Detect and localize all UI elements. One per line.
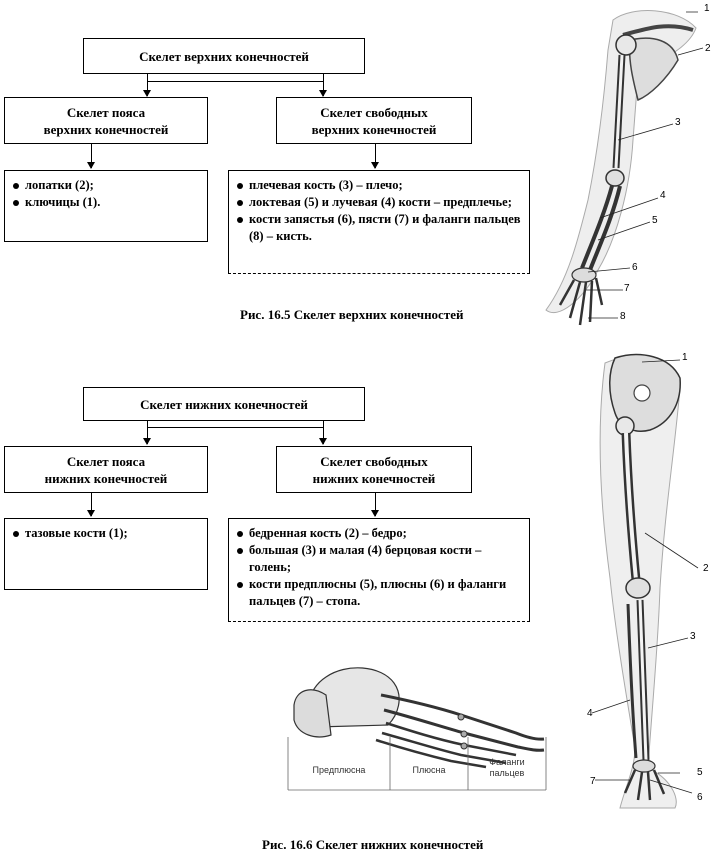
- upper-girdle-line2: верхних конечностей: [43, 121, 169, 137]
- upper-limb-skeleton-illustration: [538, 0, 725, 340]
- foot-section-metatarsus: Плюсна: [412, 765, 446, 775]
- lower-label-5: 5: [697, 767, 703, 778]
- lower-label-3: 3: [690, 631, 696, 642]
- upper-free-list: [228, 170, 530, 274]
- list-item: кости предплюсны (5), плюсны (6) и фаланги пальцев (7) – стопа.: [235, 576, 523, 610]
- lower-girdle-line1: Скелет пояса: [66, 453, 146, 469]
- lower-girdle-box: [4, 446, 208, 493]
- list-item: кости запястья (6), пясти (7) и фаланги пальцев (8) – кисть.: [235, 211, 523, 245]
- lower-limb-skeleton-illustration: [580, 348, 725, 813]
- foot-section-phalanges: Фаланги пальцев: [489, 757, 525, 778]
- foot-section-tarsus: Предплюсна: [312, 765, 366, 775]
- lower-free-line1: Скелет свободных: [320, 453, 428, 469]
- upper-girdle-box: [4, 97, 208, 144]
- upper-title-box: [83, 38, 365, 74]
- upper-label-8: 8: [620, 311, 626, 322]
- upper-label-2: 2: [705, 43, 711, 54]
- lower-free-arrow: [375, 493, 376, 516]
- lower-girdle-line2: нижних конечностей: [44, 470, 168, 486]
- upper-label-7: 7: [624, 283, 630, 294]
- upper-arrow-left: [147, 74, 148, 96]
- lower-arrow-right: [323, 421, 324, 444]
- upper-free-line2: верхних конечностей: [311, 121, 437, 137]
- lower-label-1: 1: [682, 352, 688, 363]
- lower-label-7: 7: [590, 776, 596, 787]
- upper-label-4: 4: [660, 190, 666, 201]
- lower-caption: Рис. 16.6 Скелет нижних конечностей: [262, 837, 484, 852]
- upper-girdle-arrow: [91, 144, 92, 168]
- lower-arrow-left: [147, 421, 148, 444]
- upper-girdle-list: [4, 170, 208, 242]
- upper-label-1: 1: [704, 3, 710, 14]
- lower-free-box: [276, 446, 472, 493]
- lower-girdle-list: [4, 518, 208, 590]
- lower-label-4: 4: [587, 708, 593, 719]
- lower-title: Скелет нижних конечностей: [140, 396, 308, 412]
- upper-free-arrow: [375, 144, 376, 168]
- lower-free-line2: нижних конечностей: [312, 470, 436, 486]
- list-item: ключицы (1).: [11, 194, 201, 211]
- upper-free-box: [276, 97, 472, 144]
- lower-connector-h: [147, 427, 323, 428]
- upper-arrow-right: [323, 74, 324, 96]
- list-item: бедренная кость (2) – бедро;: [235, 525, 523, 542]
- list-item: плечевая кость (3) – плечо;: [235, 177, 523, 194]
- upper-label-3: 3: [675, 117, 681, 128]
- lower-girdle-arrow: [91, 493, 92, 516]
- list-item: лопатки (2);: [11, 177, 201, 194]
- list-item: тазовые кости (1);: [11, 525, 201, 542]
- list-item: локтевая (5) и лучевая (4) кости – предплечье;: [235, 194, 523, 211]
- upper-free-line1: Скелет свободных: [320, 104, 428, 120]
- list-item: большая (3) и малая (4) берцовая кости – голень;: [235, 542, 523, 576]
- foot-skeleton-illustration: [286, 655, 548, 795]
- lower-label-2: 2: [703, 563, 709, 574]
- upper-title: Скелет верхних конечностей: [139, 48, 309, 64]
- lower-free-list: [228, 518, 530, 622]
- upper-girdle-line1: Скелет пояса: [66, 104, 146, 120]
- upper-caption: Рис. 16.5 Скелет верхних конечностей: [240, 307, 464, 322]
- upper-connector-h: [147, 81, 323, 82]
- lower-title-box: [83, 387, 365, 421]
- upper-label-5: 5: [652, 215, 658, 226]
- upper-label-6: 6: [632, 262, 638, 273]
- lower-label-6: 6: [697, 792, 703, 803]
